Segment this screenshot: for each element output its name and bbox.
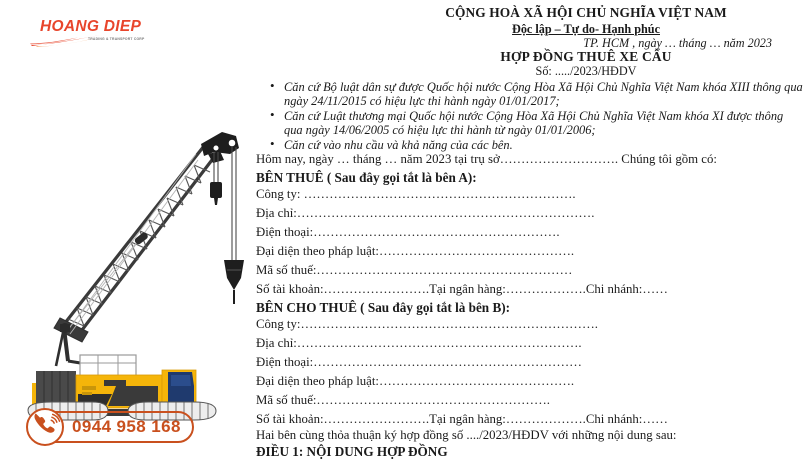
party-b-tax-code: Mã số thuế:……………………………………………….: [256, 393, 550, 407]
party-b-phone: Điện thoại:………………………………………………………: [256, 355, 582, 369]
list-item: • Căn cứ Bộ luật dân sự được Quốc hội nước Cộng Hòa Xã Hội Chủ Nghĩa Việt Nam khóa XIII thông qua ngày 24/11/2015 có hiệu lực thi hành ngày 01/01/2017;: [284, 80, 804, 109]
phone-contact-badge[interactable]: [26, 408, 198, 446]
phone-number-text: 0944 958 168: [72, 417, 181, 436]
crane-hoist-ropes: [214, 147, 236, 261]
list-item: • Căn cứ Luật thương mại Quốc hội nước Cộng Hòa Xã Hội Chủ Nghĩa Việt Nam khóa XI được thông qua ngày 14/06/2005 có hiệu lực thi hành từ ngày 01/01/2006;: [284, 109, 804, 138]
logo-subtitle: TRADING & TRANSPORT CORP: [88, 37, 145, 41]
party-b-company: Công ty:…………………………………………………………….: [256, 317, 598, 331]
party-b-bank: Số tài khoản:…………………….Tại ngân hàng:……………….Chi nhánh:……: [256, 412, 668, 426]
party-a-legal-rep: Đại diện theo pháp luật:……………………………………….: [256, 244, 575, 258]
logo-wordmark: HOANG DIEP: [40, 18, 142, 35]
page-title: HỢP ĐỒNG THUÊ XE CẨU: [500, 49, 672, 64]
phone-icon-circle: [26, 408, 64, 446]
legal-basis-list: [262, 80, 804, 152]
crane-boom: [54, 146, 215, 342]
party-a-company: Công ty: ……………………………………………………….: [256, 187, 576, 201]
party-b-address: Địa chỉ:………………………………………………………….: [256, 336, 582, 350]
national-motto: Độc lập – Tự do- Hạnh phúc: [512, 22, 660, 36]
document-number: Số: ...../2023/HĐDV: [535, 64, 637, 78]
list-item: • Căn cứ vào nhu cầu và khả năng của các bên.: [284, 138, 804, 152]
party-a-address: Địa chỉ:…………………………………………………………….: [256, 206, 595, 220]
company-logo: [30, 18, 148, 52]
ringing-phone-icon: [28, 410, 62, 444]
party-a-phone: Điện thoại:………………………………………………….: [256, 225, 560, 239]
party-b-legal-rep: Đại diện theo pháp luật:……………………………………….: [256, 374, 575, 388]
crane-boom-head: [201, 132, 239, 163]
article-1-heading: ĐIỀU 1: NỘI DUNG HỢP ĐỒNG: [256, 444, 448, 459]
place-date-line: TP. HCM , ngày … tháng … năm 2023: [583, 36, 772, 50]
agreement-line: Hai bên cùng thỏa thuận ký hợp đồng số ..../2023/HĐDV với những nội dung sau:: [256, 428, 677, 442]
party-a-heading: BÊN THUÊ ( Sau đây gọi tắt là bên A):: [256, 170, 477, 185]
crane-hook-block: [224, 260, 244, 304]
party-a-bank: Số tài khoản:…………………….Tại ngân hàng:……………….Chi nhánh:……: [256, 282, 668, 296]
crawler-crane-illustration: [8, 118, 248, 418]
party-a-tax-code: Mã số thuế:……………………………………………………: [256, 263, 573, 277]
intro-line: Hôm nay, ngày … tháng … năm 2023 tại trụ sở………………………. Chúng tôi gồm có:: [256, 152, 717, 166]
party-b-heading: BÊN CHO THUÊ ( Sau đây gọi tắt là bên B):: [256, 300, 511, 315]
national-heading: CỘNG HOÀ XÃ HỘI CHỦ NGHĨA VIỆT NAM: [445, 5, 727, 20]
crane-upper-block: [210, 182, 222, 205]
